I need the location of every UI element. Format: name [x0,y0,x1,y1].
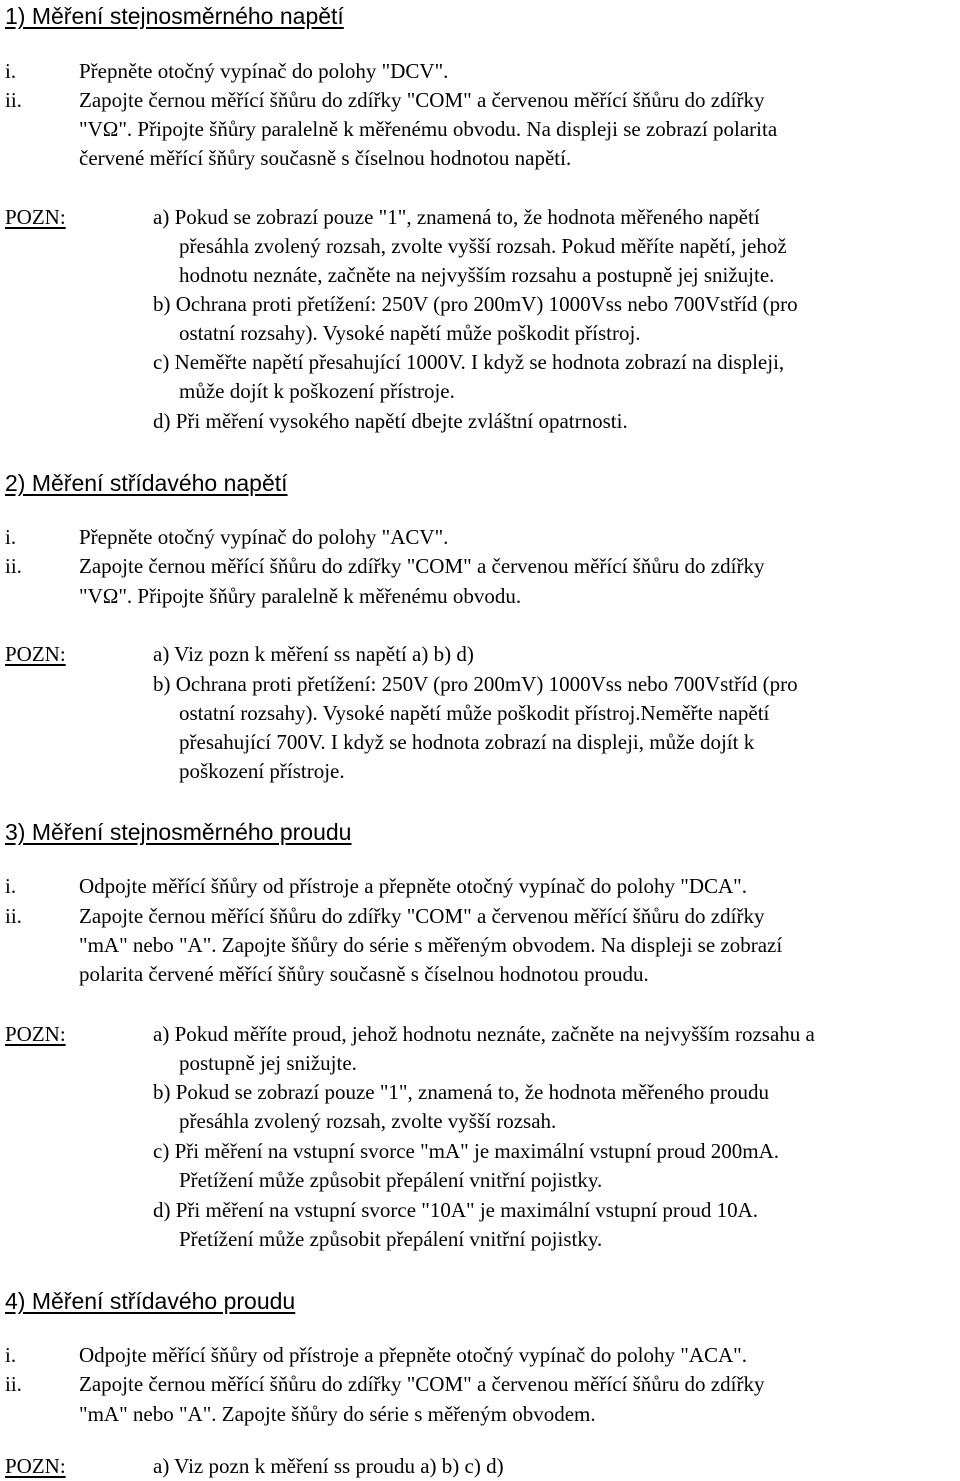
note-text: a) Viz pozn k měření ss napětí a) b) d) [153,642,474,666]
section-2-title: 2) Měření střídavého napětí [5,470,288,496]
step-text: Odpojte měřící šňůry od přístroje a přepněte otočný vypínač do polohy "DCA". [79,874,748,898]
step-marker: i. [5,525,17,549]
note-label: POZN: [5,642,66,666]
note-text: c) Neměřte napětí přesahující 1000V. I když se hodnota zobrazí na displeji, [153,350,785,374]
step-text: "VΩ". Připojte šňůry paralelně k měřenému obvodu. Na displeji se zobrazí polarita [79,117,778,141]
note-label: POZN: [5,205,66,229]
note-text: b) Pokud se zobrazí pouze "1", znamená to, že hodnota měřeného proudu [153,1080,770,1104]
note-text: hodnotu neznáte, začněte na nejvyšším rozsahu a postupně jej snižujte. [179,263,775,287]
step-text: červené měřící šňůry současně s číselnou hodnotou napětí. [79,146,572,170]
step-text: Zapojte černou měřící šňůru do zdířky "COM" a červenou měřící šňůru do zdířky [79,1372,765,1396]
step-text: Přepněte otočný vypínač do polohy "ACV". [79,525,449,549]
step-text: polarita červené měřící šňůry současně s číselnou hodnotou proudu. [79,962,649,986]
step-text: Zapojte černou měřící šňůru do zdířky "COM" a červenou měřící šňůru do zdířky [79,554,765,578]
step-marker: ii. [5,88,22,112]
note-label: POZN: [5,1022,66,1046]
note-text: d) Při měření na vstupní svorce "10A" je maximální vstupní proud 10A. [153,1198,759,1222]
step-text: "mA" nebo "A". Zapojte šňůry do série s měřeným obvodem. Na displeji se zobrazí [79,933,783,957]
note-text: a) Pokud se zobrazí pouze "1", znamená to, že hodnota měřeného napětí [153,205,760,229]
section-1-title: 1) Měření stejnosměrného napětí [5,3,344,29]
note-text: c) Při měření na vstupní svorce "mA" je maximální vstupní proud 200mA. [153,1139,780,1163]
step-text: Zapojte černou měřící šňůru do zdířky "COM" a červenou měřící šňůru do zdířky [79,904,765,928]
note-text: a) Viz pozn k měření ss proudu a) b) c) d) [153,1454,504,1478]
note-text: ostatní rozsahy). Vysoké napětí může poškodit přístroj.Neměřte napětí [179,701,770,725]
note-text: Přetížení může způsobit přepálení vnitřní pojistky. [179,1168,603,1192]
section-3-title: 3) Měření stejnosměrného proudu [5,819,352,845]
note-text: může dojít k poškození přístroje. [179,379,455,403]
note-text: ostatní rozsahy). Vysoké napětí může poškodit přístroj. [179,321,641,345]
note-text: postupně jej snižujte. [179,1051,357,1075]
section-4-title: 4) Měření střídavého proudu [5,1288,296,1314]
step-text: "VΩ". Připojte šňůry paralelně k měřenému obvodu. [79,584,522,608]
step-marker: i. [5,59,17,83]
note-text: přesáhla zvolený rozsah, zvolte vyšší rozsah. [179,1109,557,1133]
note-text: přesahující 700V. I když se hodnota zobrazí na displeji, může dojít k [179,730,755,754]
note-text: b) Ochrana proti přetížení: 250V (pro 200mV) 1000Vss nebo 700Vstříd (pro [153,292,798,316]
note-text: poškození přístroje. [179,759,345,783]
note-label: POZN: [5,1454,66,1478]
note-text: Přetížení může způsobit přepálení vnitřní pojistky. [179,1227,603,1251]
note-text: d) Při měření vysokého napětí dbejte zvláštní opatrnosti. [153,409,628,433]
step-text: Odpojte měřící šňůry od přístroje a přepněte otočný vypínač do polohy "ACA". [79,1343,748,1367]
note-text: přesáhla zvolený rozsah, zvolte vyšší rozsah. Pokud měříte napětí, jehož [179,234,787,258]
step-marker: ii. [5,1372,22,1396]
step-text: Zapojte černou měřící šňůru do zdířky "COM" a červenou měřící šňůru do zdířky [79,88,765,112]
step-marker: ii. [5,904,22,928]
step-marker: i. [5,1343,17,1367]
step-text: "mA" nebo "A". Zapojte šňůry do série s měřeným obvodem. [79,1402,596,1426]
note-text: b) Ochrana proti přetížení: 250V (pro 200mV) 1000Vss nebo 700Vstříd (pro [153,672,798,696]
step-marker: i. [5,874,17,898]
step-marker: ii. [5,554,22,578]
note-text: a) Pokud měříte proud, jehož hodnotu neznáte, začněte na nejvyšším rozsahu a [153,1022,815,1046]
step-text: Přepněte otočný vypínač do polohy "DCV". [79,59,449,83]
